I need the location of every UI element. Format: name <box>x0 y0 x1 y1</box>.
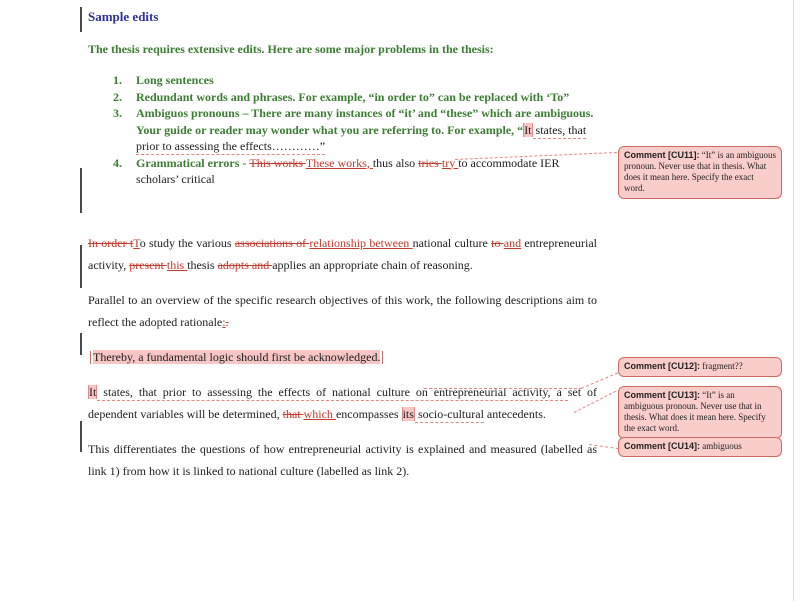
comment-connector-cu12 <box>424 388 582 389</box>
text-run-plain: set of dependent variables will be determined, <box>88 384 598 421</box>
text-run-plain: national culture <box>412 235 492 250</box>
text-run-plain: o study the various <box>139 235 235 250</box>
text-run-hl: Thereby, a fundamental logic should first be acknowledged. <box>93 349 381 364</box>
text-run-plain: entrepreneurial activity, <box>88 235 597 272</box>
text-run-plain: encompasses <box>335 406 402 421</box>
text-run-plain: Parallel to an overview of the specific research objectives of this work, the following descriptions aim to reflect the adopted rationale <box>88 292 597 329</box>
text-run-plain: This differentiates the questions of how entrepreneurial activity is explained and measured (labelled as link 1) from how it is linked to national culture (labelled as link 2). <box>88 441 597 478</box>
change-bar <box>80 333 82 355</box>
text-run-plain: thesis <box>187 257 218 272</box>
list-item-long-sentences <box>113 72 597 89</box>
text-run-ins: and <box>503 235 522 250</box>
text-run-plain: thus also <box>372 155 419 170</box>
text-run-ins: These works, <box>305 155 373 170</box>
problems-list <box>88 72 597 188</box>
comment-balloon-cu11[interactable] <box>618 146 782 199</box>
comment-balloon-cu12[interactable] <box>618 357 782 377</box>
comment-text: “It” is an ambiguous pronoun. Never use that in thesis. What does it mean here. Specify the exact word. <box>624 390 766 433</box>
text-run-bar <box>90 351 91 364</box>
text-run-ins: T <box>133 235 140 250</box>
comment-label: Comment [CU14]: <box>624 441 701 451</box>
text-run-del: . <box>225 314 229 329</box>
text-run-anchor: It <box>89 384 97 399</box>
text-run-dash: socio-cultural <box>414 406 484 421</box>
intro-text: The thesis requires extensive edits. Here are some major problems in the thesis: <box>88 42 494 56</box>
text-run-ins: try <box>441 155 459 170</box>
page-title: Sample edits <box>88 9 159 24</box>
markup-area-edge <box>793 0 794 601</box>
comment-label: Comment [CU13]: <box>624 390 701 400</box>
comment-text: “It” is an ambiguous pronoun. Never use that in thesis. What does it mean here. Specify the exact word. <box>624 150 776 193</box>
text-run-plain: applies an appropriate chain of reasoning. <box>272 257 473 272</box>
text-run-del: associations of <box>234 235 310 250</box>
document-body <box>88 8 597 491</box>
text-run-bar <box>382 351 383 364</box>
text-run-dash: states, that prior to assessing the effects of national culture on entrepreneurial activity, a <box>97 384 568 399</box>
text-run-del: tries <box>418 155 442 170</box>
list-number: 3. <box>113 106 122 120</box>
comment-balloon-cu14[interactable] <box>618 437 782 457</box>
list-number: 4. <box>113 155 122 170</box>
text-run-anchor: its <box>402 406 414 421</box>
text-run-del: present <box>129 257 167 272</box>
text-run-del: In order t <box>88 235 134 250</box>
list-item-text <box>136 72 597 89</box>
text-run-green: Redundant words and phrases. For example, “in order to” can be replaced with ‘To” <box>136 89 570 104</box>
text-run-anchor: It <box>524 122 532 137</box>
change-bar <box>80 421 82 452</box>
text-run-plain: antecedents. <box>483 406 546 421</box>
text-run-dash: states, that prior to assessing the effects…………” <box>136 122 587 153</box>
comment-label: Comment [CU11]: <box>624 150 700 160</box>
text-run-ins: which <box>303 406 336 421</box>
text-run-del: that <box>282 406 304 421</box>
paragraph-parallel-overview <box>88 289 597 333</box>
text-run-green: Grammatical errors - <box>136 155 250 170</box>
list-item-text <box>136 105 597 155</box>
list-item-grammatical-errors <box>113 155 597 188</box>
comment-text: fragment?? <box>700 361 743 371</box>
list-number: 1. <box>113 73 122 87</box>
list-item-ambiguous-pronouns <box>113 105 597 155</box>
text-run-green: Ambiguos pronouns – There are many instances of “it’ and “these” which are ambiguous. Your guide or reader may wonder what you are referring to. For example, “ <box>136 106 594 137</box>
list-item-redundant-words <box>113 89 597 106</box>
comment-balloon-cu13[interactable] <box>618 386 782 439</box>
list-number: 2. <box>113 89 122 104</box>
text-run-ins: this <box>166 257 188 272</box>
paragraph-study-culture <box>88 232 597 276</box>
change-bar <box>80 168 82 213</box>
list-item-text <box>136 89 597 106</box>
change-bar <box>80 7 82 32</box>
change-bar <box>80 245 82 288</box>
text-run-ins: relationship between <box>309 235 413 250</box>
text-run-green: Long sentences <box>136 73 214 87</box>
text-run-ins: : <box>222 314 226 329</box>
text-run-del: adopts and <box>217 257 273 272</box>
comment-label: Comment [CU12]: <box>624 361 701 371</box>
paragraph-differentiates <box>88 438 597 482</box>
comment-text: ambiguous <box>700 441 742 451</box>
text-run-del: This works <box>249 155 306 170</box>
text-run-plain: to accommodate IER scholars’ critical <box>136 155 560 186</box>
paragraph-thereby-highlighted <box>88 346 597 368</box>
text-run-del: to <box>491 235 504 250</box>
list-item-text <box>136 155 597 188</box>
